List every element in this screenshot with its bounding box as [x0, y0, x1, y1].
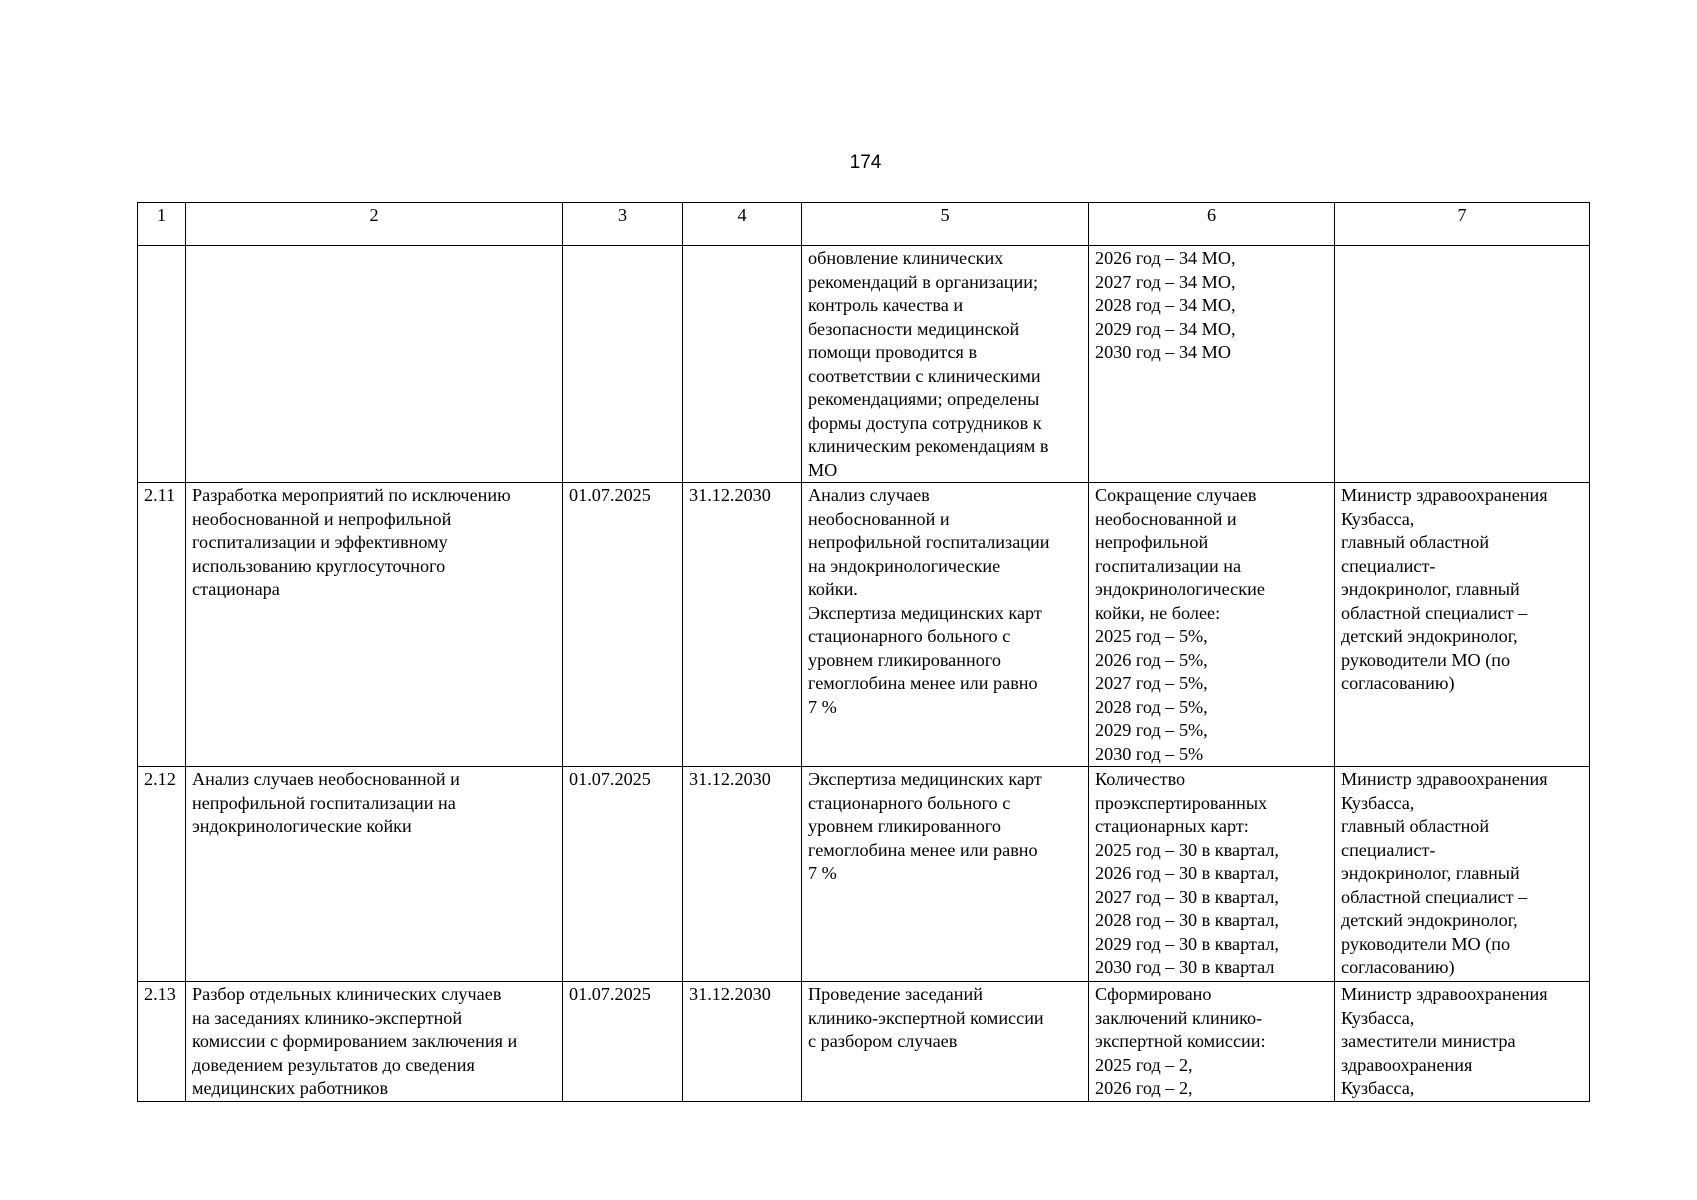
plan-table	[137, 202, 1590, 1102]
start-date-cell	[563, 246, 683, 483]
item-number-cell: 2.11	[138, 483, 186, 767]
table-row	[138, 483, 1590, 767]
activity-cell: Разработка мероприятий по исключению необоснованной и непрофильной госпитализации и эффективному использованию круглосуточного стационара	[186, 483, 563, 767]
indicator-cell: Сокращение случаев необоснованной и непрофильной госпитализации на эндокринологические койки, не более: 2025 год – 5%, 2026 год – 5%, 2027 год – 5%, 2028 год – 5%, 2029 год – 5%, 2030 год – 5%	[1089, 483, 1335, 767]
column-header: 5	[802, 203, 1089, 246]
responsible-cell	[1335, 246, 1590, 483]
responsible-cell: Министр здравоохранения Кузбасса, главный областной специалист- эндокринолог, главный областной специалист – детский эндокринолог, руководители МО (по согласованию)	[1335, 767, 1590, 982]
activity-cell: Анализ случаев необоснованной и непрофильной госпитализации на эндокринологические койки	[186, 767, 563, 982]
column-header: 3	[563, 203, 683, 246]
indicator-cell: 2026 год – 34 МО, 2027 год – 34 МО, 2028 год – 34 МО, 2029 год – 34 МО, 2030 год – 34 МО	[1089, 246, 1335, 483]
responsible-cell: Министр здравоохранения Кузбасса, заместители министра здравоохранения Кузбасса,	[1335, 982, 1590, 1102]
start-date-cell: 01.07.2025	[563, 483, 683, 767]
column-header: 7	[1335, 203, 1590, 246]
item-number-cell: 2.12	[138, 767, 186, 982]
table-row	[138, 246, 1590, 483]
column-header: 6	[1089, 203, 1335, 246]
activity-cell	[186, 246, 563, 483]
indicator-cell: Сформировано заключений клинико- экспертной комиссии: 2025 год – 2, 2026 год – 2,	[1089, 982, 1335, 1102]
result-cell: Проведение заседаний клинико-экспертной комиссии с разбором случаев	[802, 982, 1089, 1102]
item-number-cell: 2.13	[138, 982, 186, 1102]
end-date-cell: 31.12.2030	[683, 767, 802, 982]
table-row	[138, 982, 1590, 1102]
start-date-cell: 01.07.2025	[563, 982, 683, 1102]
end-date-cell: 31.12.2030	[683, 982, 802, 1102]
page-number: 174	[849, 152, 882, 173]
activity-cell: Разбор отдельных клинических случаев на заседаниях клинико-экспертной комиссии с формированием заключения и доведением результатов до сведения медицинских работников	[186, 982, 563, 1102]
column-header: 4	[683, 203, 802, 246]
table-row	[138, 767, 1590, 982]
responsible-cell: Министр здравоохранения Кузбасса, главный областной специалист- эндокринолог, главный областной специалист – детский эндокринолог, руководители МО (по согласованию)	[1335, 483, 1590, 767]
indicator-cell: Количество проэкспертированных стационарных карт: 2025 год – 30 в квартал, 2026 год – 30 в квартал, 2027 год – 30 в квартал, 2028 год – 30 в квартал, 2029 год – 30 в квартал, 2030 год – 30 в квартал	[1089, 767, 1335, 982]
column-header: 1	[138, 203, 186, 246]
end-date-cell	[683, 246, 802, 483]
table-header-row	[138, 203, 1590, 246]
end-date-cell: 31.12.2030	[683, 483, 802, 767]
result-cell: обновление клинических рекомендаций в организации; контроль качества и безопасности медицинской помощи проводится в соответствии с клиническими рекомендациями; определены формы доступа сотрудников к клиническим рекомендациям в МО	[802, 246, 1089, 483]
item-number-cell	[138, 246, 186, 483]
column-header: 2	[186, 203, 563, 246]
start-date-cell: 01.07.2025	[563, 767, 683, 982]
result-cell: Анализ случаев необоснованной и непрофильной госпитализации на эндокринологические койки. Экспертиза медицинских карт стационарного больного с уровнем гликированного гемоглобина менее или равно 7 %	[802, 483, 1089, 767]
result-cell: Экспертиза медицинских карт стационарного больного с уровнем гликированного гемоглобина менее или равно 7 %	[802, 767, 1089, 982]
